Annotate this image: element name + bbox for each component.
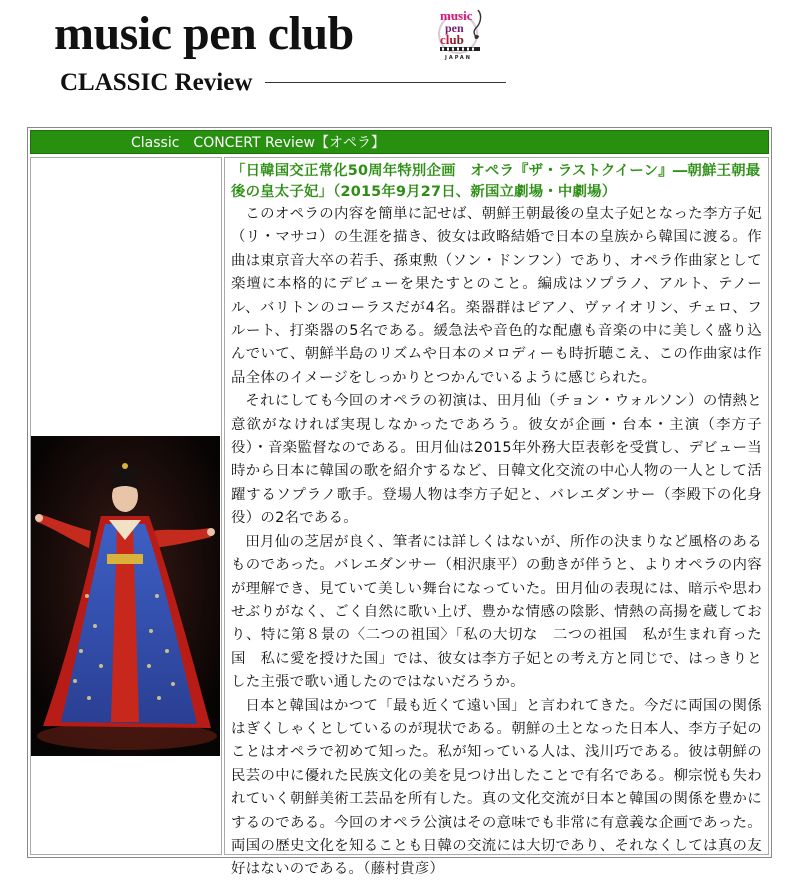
article-paragraph-4: 日本と韓国はかつて「最も近くて遠い国」と言われてきた。今だに両国の関係はぎくしゃくとしているのが現状である。朝鮮の土となった日本人、李方子妃のことはオペラで初めて知った。私が知っている人は、浅川巧である。彼は朝鮮の民芸の中に優れた民族文化の美を見つけ出したことで有名である。柳宗悦も失われていく朝鮮美術工芸品を所有した。真の文化交流が日本と韓国の関係を豊かにするのである。今回のオペラ公演はその意味でも非常に有意義な企画であった。両国の歴史文化を知ることも日韓の交流には大切であり、それなくしては真の友好はないのである。（藤村貴彦） <box>231 697 762 878</box>
performance-photo <box>31 436 220 756</box>
music-pen-club-logo <box>428 6 500 62</box>
article-paragraph-1: このオペラの内容を簡単に記せば、朝鮮王朝最後の皇太子妃となった李方子妃（リ・マサコ）の生涯を描き、彼女は政略結婚で日本の皇族から韓国に渡る。作曲は東京音大卒の若手、孫東勲（ソン・ドンフン）であり、オペラ作曲家として楽壇に本格的にデビューを果たすとのこと。編成はソプラノ、アルト、テノール、バリトンのコーラスだが4名。楽器群はピアノ、ヴァイオリン、チェロ、フルート、打楽器の5名である。緩急法や音色的な配慮も音楽の中に美しく盛り込んでいて、朝鮮半島のリズムや日本のメロディーも時折聴こえ、この作曲家は作品全体のイメージをしっかりとつかんでいるように感じられた。 <box>231 206 762 386</box>
logo-word-pen: pen <box>445 21 464 35</box>
article-title: 「日韓国交正常化50周年特別企画 オペラ『ザ・ラストクイーン』―朝鮮王朝最後の皇太子妃」（2015年9月27日、新国立劇場・中劇場） <box>231 163 761 200</box>
section-heading: CLASSIC Review <box>60 69 253 96</box>
logo-word-music: music <box>440 8 473 23</box>
article-cell <box>224 157 769 878</box>
site-title: music pen club <box>54 7 354 60</box>
heading-rule <box>265 82 506 83</box>
article-paragraph-3: 田月仙の芝居が良く、筆者には詳しくはないが、所作の決まりなど風格のあるものであった。バレエダンサー（相沢康平）の動きが伴うと、よりオペラの内容が理解でき、見ていて美しい舞台になっていた。田月仙の表現には、暗示や思わせぶりがなく、ごく自然に歌い上げ、豊かな情感の陰影、情熱の高揚を蔵しており、特に第８景の〈二つの祖国〉「私の大切な 二つの祖国 私が生まれ育った国 私に愛を授けた国」では、彼女は李方子妃との考え方と同じで、はっきりとした主張で歌い通したのではないだろうか。 <box>231 533 762 691</box>
logo-emblem-icon <box>428 6 500 62</box>
category-bar: Classic CONCERT Review【オペラ】 <box>30 130 769 154</box>
singer-in-royal-robe-image <box>31 436 220 756</box>
logo-word-club: club <box>440 32 464 47</box>
article-paragraph-2: それにしても今回のオペラの初演は、田月仙（チョン・ウォルソン）の情熱と意欲がなければ実現しなかったであろう。彼女が企画・台本・主演（李方子役）・音楽監督なのである。田月仙は2015年外務大臣表彰を受賞し、デビュー当時から日本に韓国の歌を紹介するなど、日韓文化交流の中心人物の一人として活躍するソプラノ歌手。登場人物は李方子妃と、バレエダンサー（李殿下の化身役）の2名である。 <box>231 393 762 527</box>
logo-japan-text: JAPAN <box>445 55 472 61</box>
